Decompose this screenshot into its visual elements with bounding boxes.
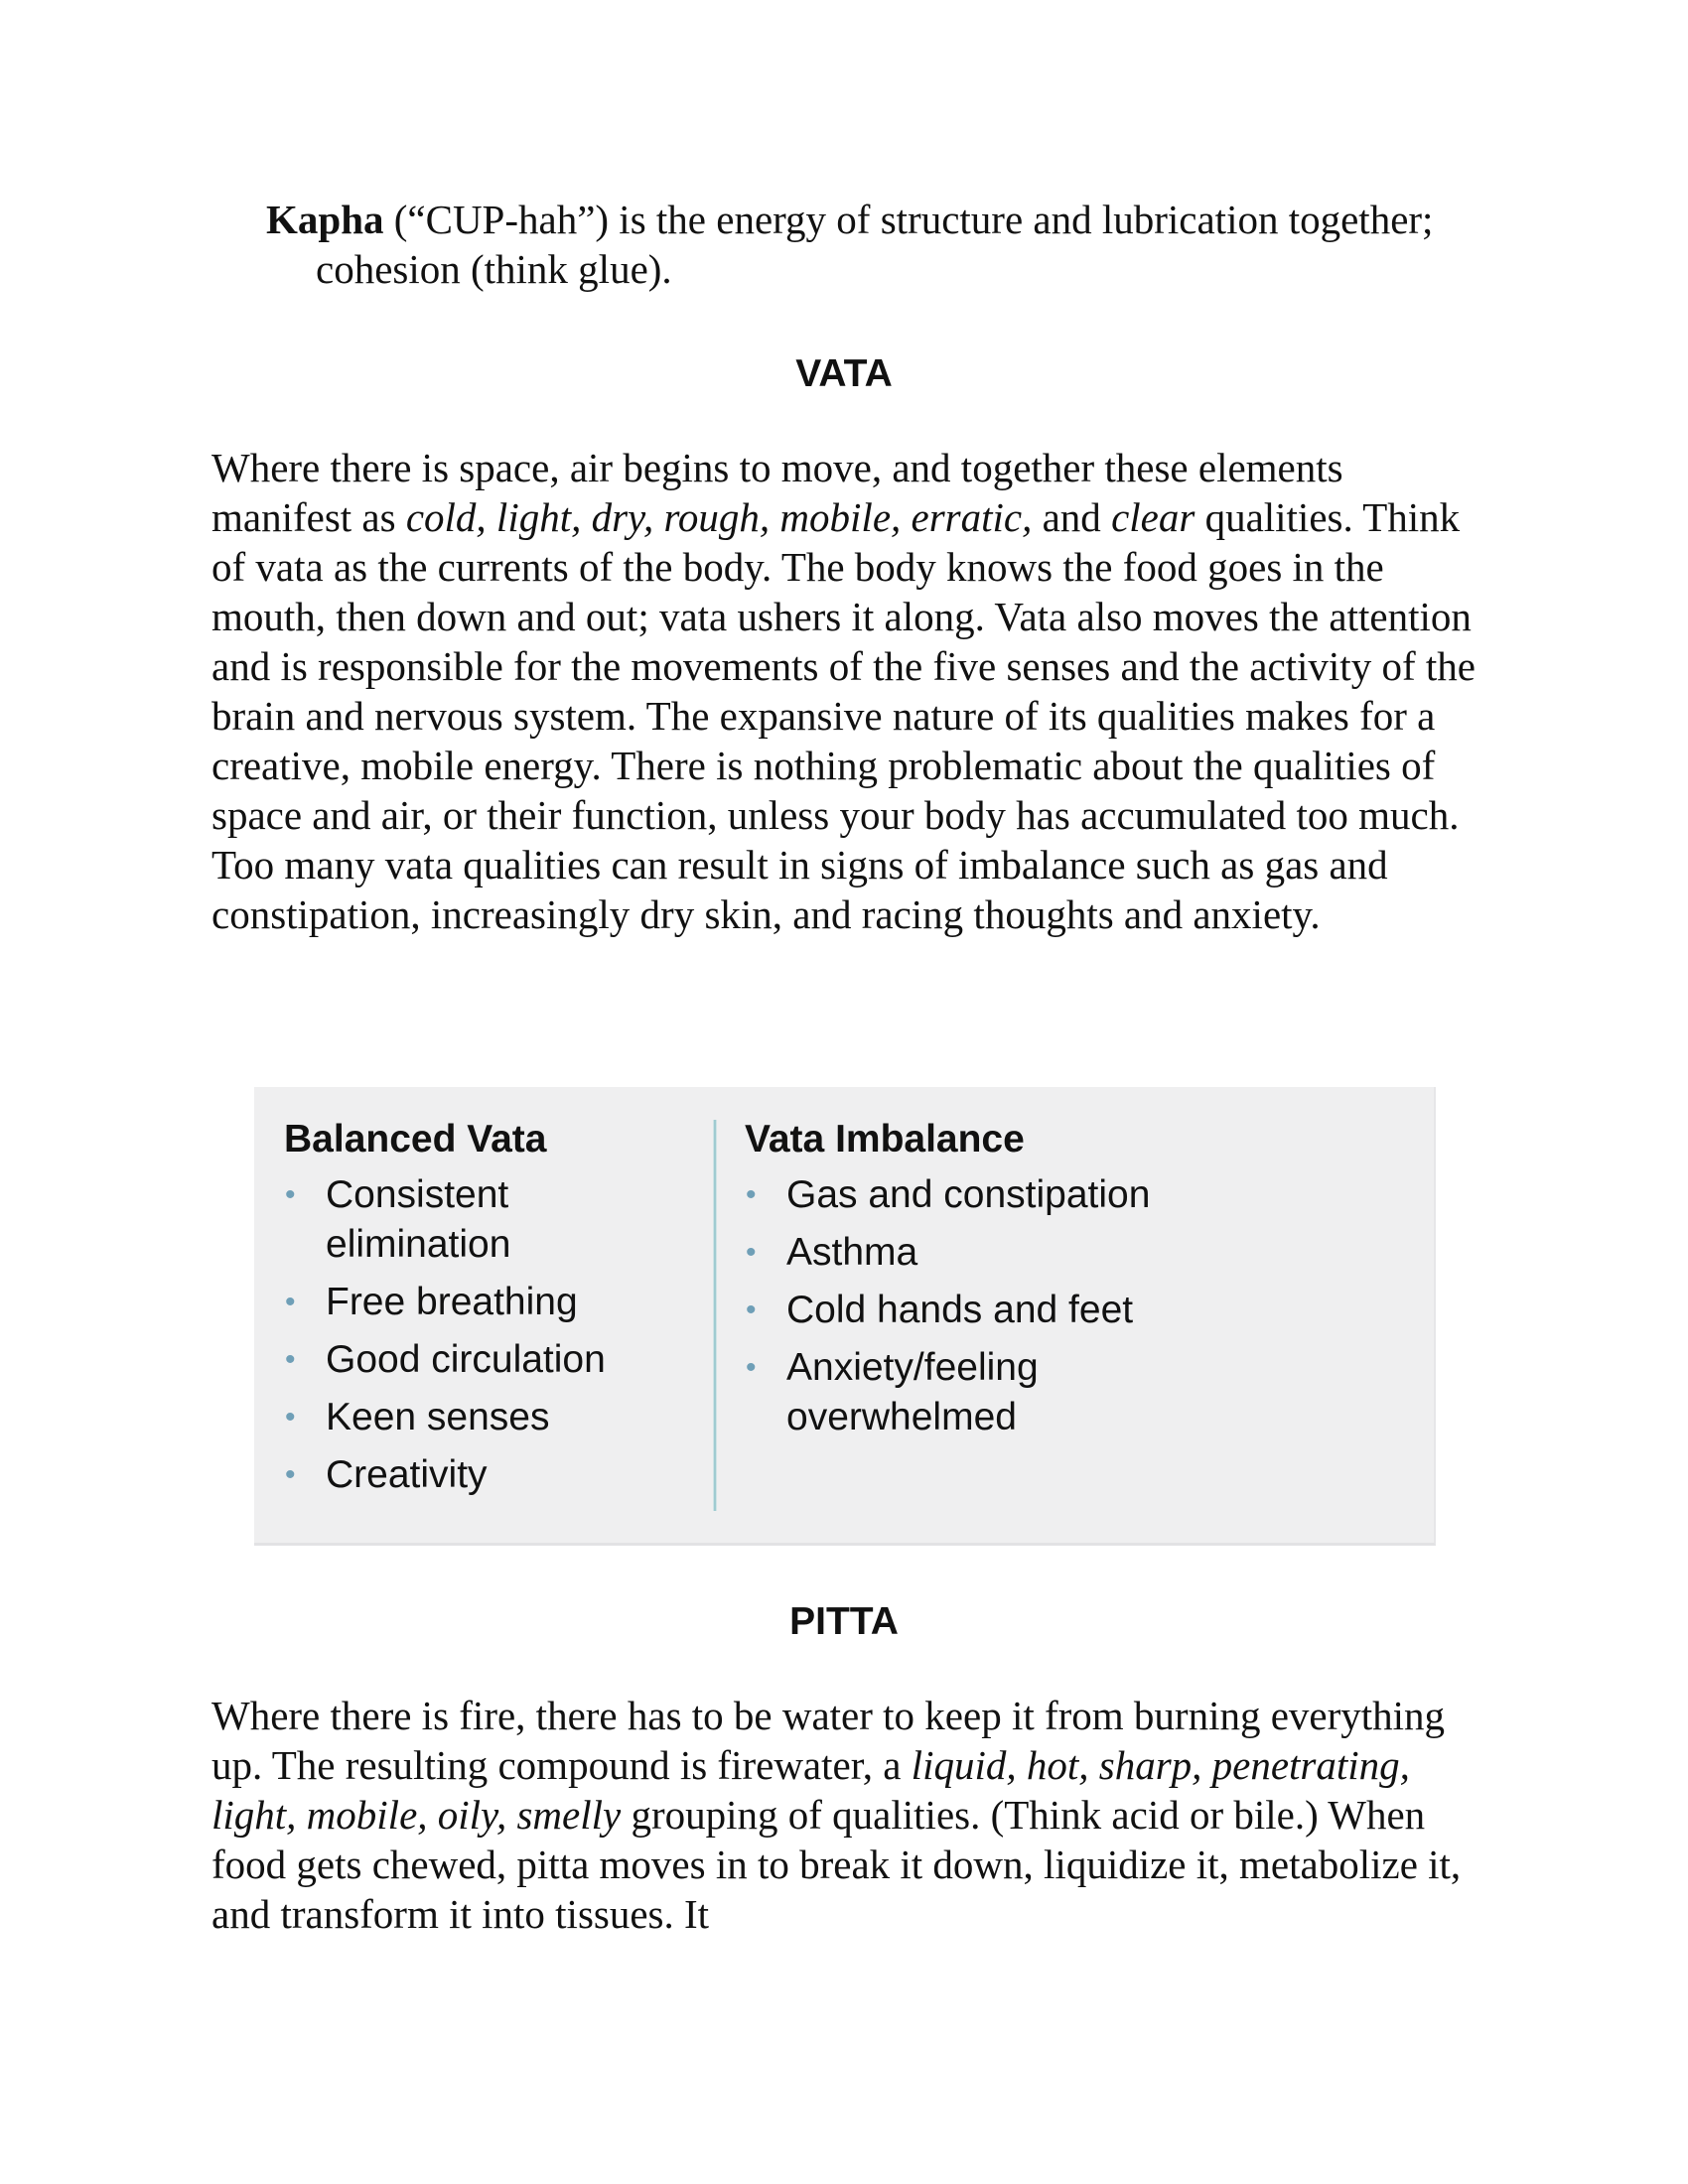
vata-para-text-3: qualities. Think of vata as the currents of the body. The body knows the food goes in the mouth, then down and out; vata ushers it along. Vata also moves the attention and is responsible for the movements of the five senses and the activity of the brain and nervous system. The expansive nature of its qualities makes for a creative, mobile energy. There is nothing problematic about the qualities of space and air, or their function, unless your body has accumulated too much. Too many vata qualities can result in signs of imbalance such as gas and constipation, increasingly dry skin, and racing thoughts and anxiety. [211, 494, 1476, 937]
list-item-text: Gas and constipation [786, 1173, 1151, 1216]
bullet-icon: • [746, 1236, 757, 1269]
balanced-vata-list [284, 1170, 701, 1500]
list-item [745, 1170, 1360, 1220]
list-item [284, 1278, 701, 1327]
vata-imbalance-title: Vata Imbalance [745, 1118, 1025, 1160]
list-item [284, 1393, 701, 1442]
vata-heading: VATA [795, 352, 893, 395]
kapha-definition-text: (“CUP-hah”) is the energy of structure and lubrication together; cohesion (think glue). [316, 197, 1434, 292]
bullet-icon: • [285, 1178, 296, 1211]
list-item-text: Good circulation [326, 1338, 606, 1381]
list-item [745, 1286, 1360, 1335]
vata-para-text-2: and [1032, 494, 1112, 540]
balanced-vata-title: Balanced Vata [284, 1118, 547, 1160]
kapha-term: Kapha [266, 197, 384, 242]
list-item-text: Cold hands and feet [786, 1289, 1134, 1331]
list-item [745, 1343, 1094, 1442]
bullet-icon: • [746, 1294, 757, 1326]
bullet-icon: • [746, 1178, 757, 1211]
pitta-paragraph [211, 1691, 1492, 1939]
bullet-icon: • [746, 1351, 757, 1384]
list-item [284, 1450, 701, 1500]
list-item-text: Free breathing [326, 1281, 578, 1323]
bullet-icon: • [285, 1458, 296, 1491]
list-item [284, 1170, 624, 1270]
vata-paragraph [211, 443, 1492, 939]
list-item-text: Asthma [786, 1231, 918, 1274]
list-item-text: Anxiety/feeling overwhelmed [786, 1346, 1039, 1438]
pitta-qualities-italic: liquid, hot, sharp, penetrating, light, mobile, oily, smelly [211, 1742, 1410, 1838]
kapha-definition [266, 195, 1547, 294]
list-item-text: Creativity [326, 1453, 488, 1496]
bullet-icon: • [285, 1343, 296, 1376]
list-item [745, 1228, 1360, 1278]
list-item-text: Keen senses [326, 1396, 550, 1438]
vata-comparison-panel [254, 1087, 1436, 1546]
vata-para-text-1: Where there is space, air begins to move, and together these elements manifest as [211, 445, 1343, 540]
column-divider [713, 1120, 717, 1511]
pitta-para-text-2: grouping of qualities. (Think acid or bile.) When food gets chewed, pitta moves in to break it down, liquidize it, metabolize it, and transform it into tissues. It [211, 1792, 1462, 1937]
pitta-heading: PITTA [789, 1600, 899, 1643]
list-item [284, 1335, 701, 1385]
vata-imbalance-list [745, 1170, 1360, 1442]
balanced-vata-column [284, 1117, 701, 1508]
vata-clear-italic: clear [1111, 494, 1196, 540]
pitta-para-text-1: Where there is fire, there has to be water to keep it from burning everything up. The resulting compound is firewater, a [211, 1693, 1446, 1788]
list-item-text: Consistent elimination [326, 1173, 511, 1266]
vata-qualities-italic: cold, light, dry, rough, mobile, erratic, [405, 494, 1033, 540]
vata-imbalance-column [745, 1117, 1360, 1450]
bullet-icon: • [285, 1401, 296, 1433]
bullet-icon: • [285, 1286, 296, 1318]
